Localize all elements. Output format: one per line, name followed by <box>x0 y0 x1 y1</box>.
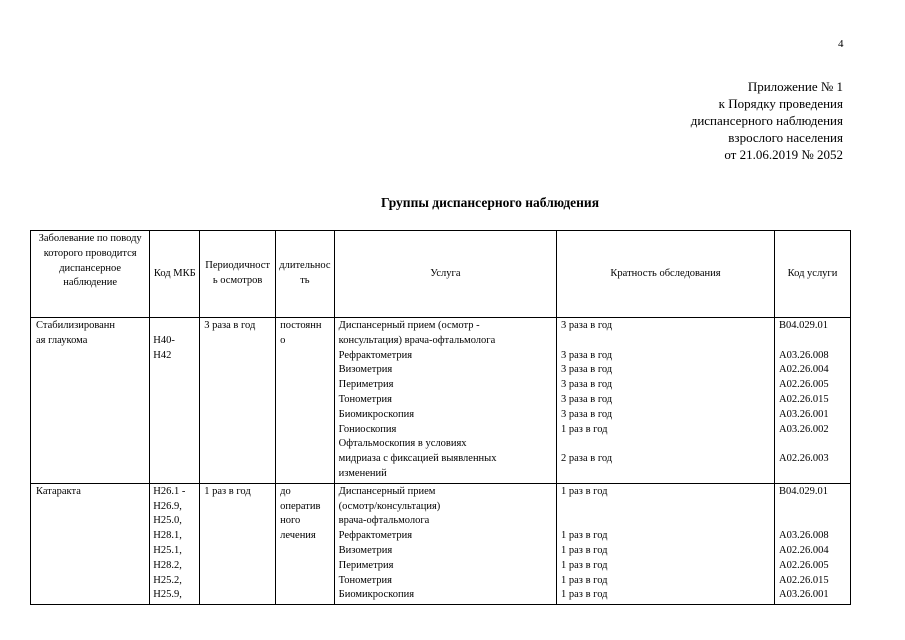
cell-line: 1 раз в год <box>561 530 608 542</box>
cell-line: оператив <box>280 500 321 512</box>
cell-line: постоянн <box>280 320 322 331</box>
service-cell <box>334 483 556 604</box>
cell-line: о <box>280 334 286 346</box>
cell-line: 1 раз в год <box>561 559 608 571</box>
appendix-line: Приложение № 1 <box>747 79 843 94</box>
cell-line: А03.26.008 <box>779 530 829 542</box>
cell-line <box>779 437 846 452</box>
cell-line: Рефрактометрия <box>338 349 413 361</box>
disease-cell <box>31 318 150 484</box>
cell-line: А02.26.005 <box>779 559 829 571</box>
page-number: 4 <box>838 38 844 50</box>
cell-line <box>153 319 195 334</box>
cell-line: Биомикроскопия <box>338 408 415 420</box>
cell-line: Н28.1, <box>153 530 182 542</box>
cell-line: 1 раз в год <box>561 574 608 586</box>
header-mkb: Код МКБ <box>150 231 200 318</box>
cell-line: А03.26.002 <box>779 423 829 435</box>
appendix-header <box>691 78 843 163</box>
cell-line: Н25.2, <box>153 574 182 586</box>
cell-line: А03.26.001 <box>779 408 829 420</box>
cell-line: до <box>280 485 291 497</box>
service-code-cell <box>775 483 851 604</box>
cell-line: Н42 <box>153 349 172 361</box>
header-duration: длительность <box>276 231 335 318</box>
cell-line: (осмотр/консультация) <box>338 500 441 512</box>
cell-line: 1 раз в год <box>561 589 608 601</box>
appendix-line: взрослого населения <box>728 130 843 145</box>
header-service-code: Код услуги <box>775 231 851 318</box>
mkb-code-cell <box>150 318 200 484</box>
cell-line <box>561 500 770 515</box>
cell-line: 3 раза в год <box>561 320 613 331</box>
cell-line: А02.26.004 <box>779 364 829 376</box>
duration-cell <box>276 318 335 484</box>
cell-line: Периметрия <box>338 559 394 571</box>
cell-line <box>561 334 770 349</box>
document-title: Группы диспансерного наблюдения <box>380 195 600 210</box>
cell-line: Н25.1, <box>153 544 182 556</box>
cell-line: Тонометрия <box>338 393 392 405</box>
cell-line: ного <box>280 515 301 527</box>
cell-line: Н28.2, <box>153 559 182 571</box>
periodicity-cell <box>200 318 276 484</box>
cell-line: А02.26.004 <box>779 544 829 556</box>
cell-line: А03.26.001 <box>779 589 829 601</box>
table-row <box>31 318 851 484</box>
cell-line: 2 раза в год <box>561 453 613 465</box>
disease-cell <box>31 483 150 604</box>
header-service: Услуга <box>334 231 556 318</box>
periodicity-cell <box>200 483 276 604</box>
appendix-line: от 21.06.2019 № 2052 <box>724 147 843 162</box>
cell-line: 1 раз в год <box>561 485 608 497</box>
cell-line: ая глаукома <box>36 334 88 346</box>
observation-groups-table <box>30 230 851 605</box>
cell-line: Рефрактометрия <box>338 530 413 542</box>
duration-cell <box>276 483 335 604</box>
header-disease: Заболевание по поводу которого проводится диспансерное наблюдение <box>31 231 150 318</box>
cell-line: 3 раза в год <box>561 349 613 361</box>
cell-line: Периметрия <box>338 379 394 391</box>
cell-line: Н25.0, <box>153 515 182 527</box>
cell-line: Офтальмоскопия в условиях <box>338 438 467 450</box>
cell-line: Визометрия <box>338 544 393 556</box>
cell-line <box>779 514 846 529</box>
cell-line: 3 раза в год <box>561 408 613 420</box>
cell-line: В04.029.01 <box>779 485 829 497</box>
cell-line: мидриаза с фиксацией выявленных <box>338 453 497 465</box>
table-row <box>31 483 851 604</box>
mkb-code-cell <box>150 483 200 604</box>
cell-line: В04.029.01 <box>779 320 829 331</box>
cell-line: Стабилизированн <box>36 320 116 331</box>
cell-line <box>779 500 846 515</box>
cell-line: Диспансерный прием (осмотр - <box>338 320 480 331</box>
cell-line: Тонометрия <box>338 574 392 586</box>
cell-line: Биомикроскопия <box>338 589 415 601</box>
appendix-line: диспансерного наблюдения <box>690 113 843 128</box>
header-frequency: Кратность обследования <box>557 231 775 318</box>
header-periodicity: Периодичность осмотров <box>200 231 276 318</box>
cell-line <box>561 514 770 529</box>
cell-line: Диспансерный прием <box>338 485 436 497</box>
cell-line <box>779 467 846 482</box>
table-header-row <box>31 231 851 318</box>
service-code-cell <box>775 318 851 484</box>
cell-line: Н40- <box>153 334 175 346</box>
cell-line: Н25.9, <box>153 589 182 601</box>
cell-line: Н26.9, <box>153 500 182 512</box>
cell-line <box>779 334 846 349</box>
cell-line: Визометрия <box>338 364 393 376</box>
cell-line: 3 раза в год <box>204 320 256 331</box>
frequency-cell <box>557 318 775 484</box>
cell-line: консультация) врача-офтальмолога <box>338 334 496 346</box>
cell-line <box>561 467 770 482</box>
cell-line: А02.26.015 <box>779 393 829 405</box>
cell-line: Гониоскопия <box>338 423 397 435</box>
cell-line: изменений <box>338 467 387 479</box>
cell-line: А03.26.008 <box>779 349 829 361</box>
cell-line: 1 раз в год <box>204 485 251 497</box>
cell-line: лечения <box>280 530 316 542</box>
cell-line: Катаракта <box>36 485 81 497</box>
cell-line: врача-офтальмолога <box>338 515 430 527</box>
cell-line: Н26.1 - <box>153 485 186 497</box>
frequency-cell <box>557 483 775 604</box>
cell-line: 3 раза в год <box>561 379 613 391</box>
cell-line <box>561 437 770 452</box>
cell-line: А02.26.003 <box>779 453 829 465</box>
cell-line: А02.26.015 <box>779 574 829 586</box>
cell-line: 3 раза в год <box>561 364 613 376</box>
cell-line: А02.26.005 <box>779 379 829 391</box>
appendix-line: к Порядку проведения <box>718 96 843 111</box>
service-cell <box>334 318 556 484</box>
cell-line: 1 раз в год <box>561 423 608 435</box>
cell-line: 3 раза в год <box>561 393 613 405</box>
cell-line: 1 раз в год <box>561 544 608 556</box>
